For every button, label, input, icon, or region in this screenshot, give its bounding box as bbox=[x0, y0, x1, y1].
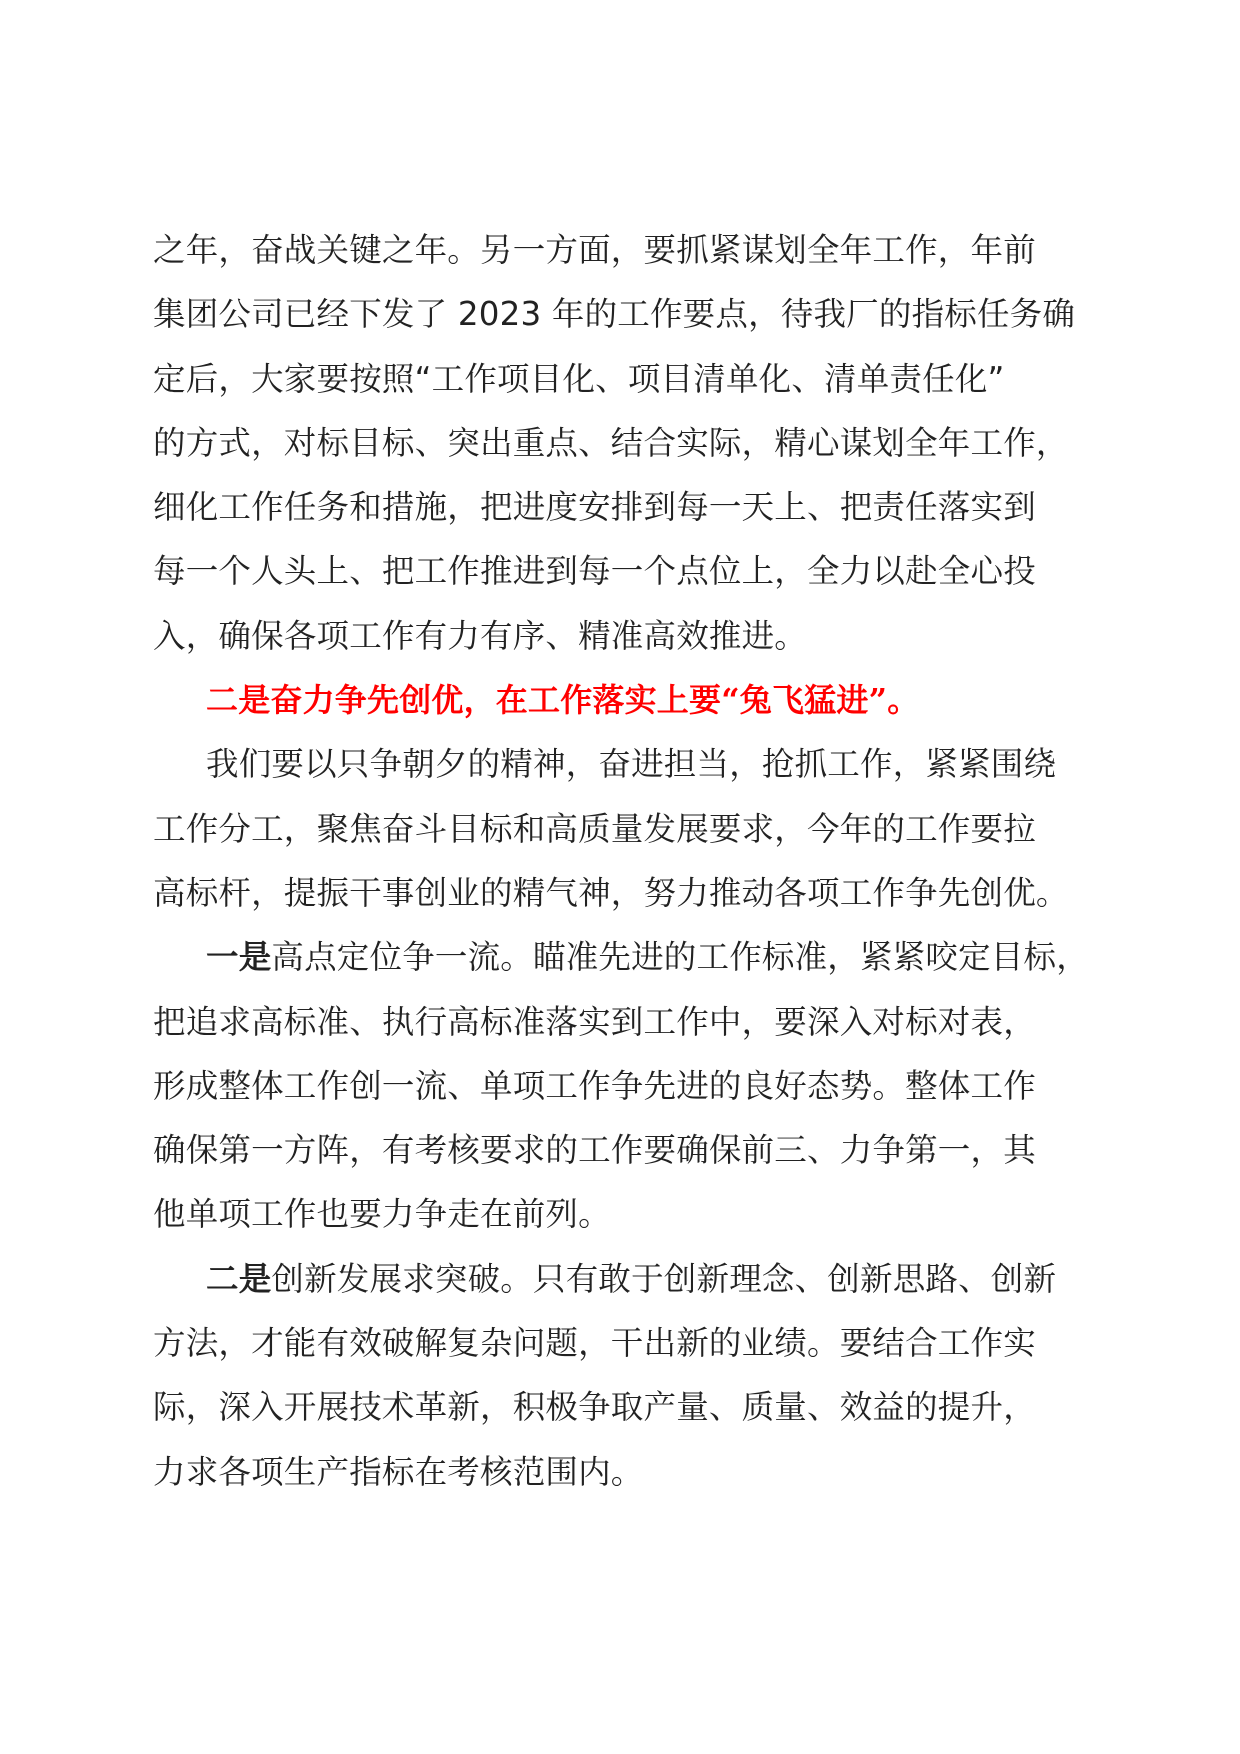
text-line: 高标杆，提振干事创业的精气神，努力推动各项工作争先创优。 bbox=[153, 873, 1069, 912]
item-text: 创新发展求突破。只有敢于创新理念、创新思路、创新 bbox=[271, 1259, 1057, 1298]
list-item-second bbox=[153, 1247, 1113, 1504]
text-line: 际，深入开展技术革新，积极争取产量、质量、效益的提升， bbox=[153, 1388, 1036, 1427]
text-line: 形成整体工作创一流、单项工作争先进的良好态势。整体工作 bbox=[153, 1066, 1036, 1105]
text-line: 我们要以只争朝夕的精神，奋进担当，抢抓工作，紧紧围绕 bbox=[206, 745, 1057, 784]
text-line: 之年，奋战关键之年。另一方面，要抓紧谋划全年工作，年前 bbox=[153, 231, 1036, 269]
text-line: 方法，才能有效破解复杂问题，干出新的业绩。要结合工作实 bbox=[153, 1324, 1036, 1363]
paragraph-continuation bbox=[153, 218, 1113, 668]
text-line: 工作分工，聚焦奋斗目标和高质量发展要求，今年的工作要拉 bbox=[153, 809, 1036, 848]
text-line: 入，确保各项工作有力有序、精准高效推进。 bbox=[153, 616, 808, 655]
text-line: 把追求高标准、执行高标准落实到工作中，要深入对标对表， bbox=[153, 1002, 1036, 1041]
text-line: 细化工作任务和措施，把进度安排到每一天上、把责任落实到 bbox=[153, 488, 1036, 527]
item-lead-bold: 一是 bbox=[206, 938, 272, 977]
text-line: 定后，大家要按照“工作项目化、项目清单化、清单责任化” bbox=[153, 359, 1005, 398]
text-line: 力求各项生产指标在考核范围内。 bbox=[153, 1452, 644, 1491]
document-body bbox=[153, 218, 1113, 1504]
text-line: 每一个人头上、把工作推进到每一个点位上，全力以赴全心投 bbox=[153, 552, 1036, 591]
item-text: 高点定位争一流。瞄准先进的工作标准，紧紧咬定目标， bbox=[271, 938, 1089, 977]
paragraph-intro bbox=[153, 732, 1113, 925]
text-line: 的方式，对标目标、突出重点、结合实际，精心谋划全年工作， bbox=[153, 423, 1069, 462]
item-lead-bold: 二是 bbox=[206, 1259, 272, 1298]
text-line bbox=[153, 1247, 1113, 1311]
text-line bbox=[153, 925, 1113, 989]
section-heading-red bbox=[153, 668, 1113, 732]
text-line: 确保第一方阵，有考核要求的工作要确保前三、力争第一，其 bbox=[153, 1131, 1036, 1170]
text-line: 他单项工作也要力争走在前列。 bbox=[153, 1195, 611, 1234]
text-line: 集团公司已经下发了 2023 年的工作要点，待我厂的指标任务确 bbox=[153, 295, 1076, 334]
list-item-first bbox=[153, 925, 1113, 1246]
heading-text: 二是奋力争先创优，在工作落实上要“兔飞猛进”。 bbox=[206, 681, 920, 720]
